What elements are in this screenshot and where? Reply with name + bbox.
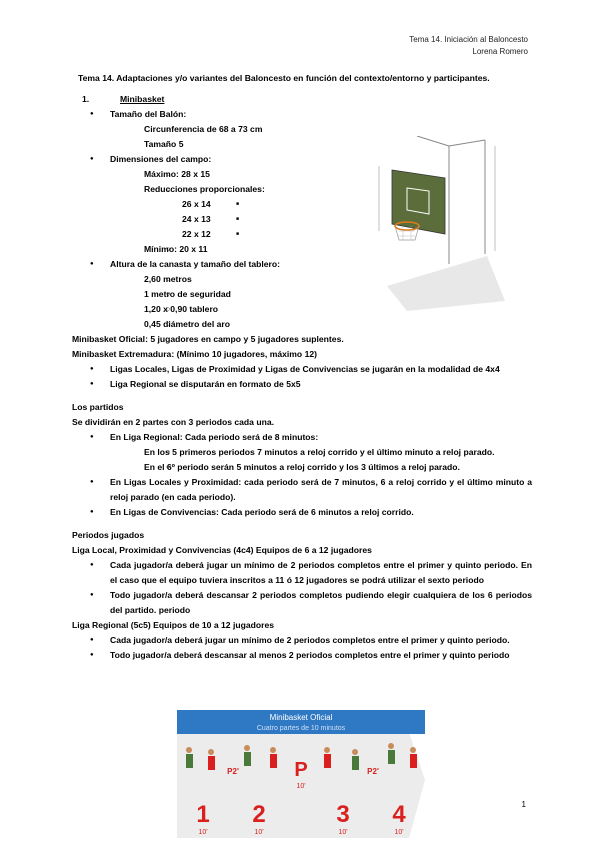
item-text: Máximo: 28 x 15: [144, 169, 210, 179]
item-text: 26 x 14: [182, 199, 211, 209]
player-body: [244, 752, 251, 766]
item-text: En el 6º periodo serán 5 minutos a reloj corrido y los 3 últimos a reloj parado.: [144, 462, 460, 472]
page-number: 1: [521, 800, 526, 809]
period-minutes-4: 10': [394, 829, 404, 836]
periodos-heading: Periodos jugados: [72, 530, 145, 540]
player-head: [186, 747, 192, 753]
list-item: [72, 475, 532, 505]
player-body: [410, 754, 417, 768]
break-label-half: P: [294, 759, 308, 781]
item-text: 0,45 diámetro del aro: [144, 319, 230, 329]
header-course: Tema 14. Iniciación al Baloncesto: [409, 35, 528, 44]
figure-title: Minibasket Oficial: [269, 713, 333, 722]
minibasket-extremadura: Minibasket Extremadura: (Mínimo 10 jugadores, máximo 12): [72, 349, 317, 359]
liga-local-list: [72, 558, 532, 618]
period-minutes-2: 10': [254, 829, 264, 836]
figure-subtitle: Cuatro partes de 10 minutos: [256, 725, 346, 732]
section-heading-minibasket: [82, 92, 532, 107]
item-text: 1 metro de seguridad: [144, 289, 231, 299]
item-text: Tamaño 5: [144, 139, 184, 149]
item-text: En Ligas Locales y Proximidad: cada periodo será de 7 minutos, 6 a reloj corrido y el último minuto a reloj parado (en cada periodo).: [110, 477, 532, 502]
list-item: [72, 558, 532, 588]
list-item: [110, 122, 532, 137]
item-text: Todo jugador/a deberá descansar 2 periodos completos pudiendo elegir cualquiera de los 6 periodos del partido. periodo: [110, 590, 532, 615]
court-floor: [387, 256, 505, 311]
list-item: [110, 445, 532, 460]
player-head: [410, 747, 416, 753]
section-name: Minibasket: [120, 94, 165, 104]
item-text: Liga Regional se disputarán en formato de 5x5: [110, 379, 301, 389]
liga-regional-list: [72, 633, 532, 663]
list-item: [72, 588, 532, 618]
list-item: [72, 648, 532, 663]
document-title: Tema 14. Adaptaciones y/o variantes del Baloncesto en función del contexto/entorno y participantes.: [78, 73, 490, 83]
minibasket-oficial: Minibasket Oficial: 5 jugadores en campo y 5 jugadores suplentes.: [72, 334, 344, 344]
partidos-heading: Los partidos: [72, 402, 124, 412]
player-head: [352, 749, 358, 755]
item-text: 22 x 12: [182, 229, 211, 239]
list-item: [72, 430, 532, 475]
player-body: [208, 756, 215, 770]
period-number-4: 4: [392, 801, 406, 828]
frame-top-back: [449, 140, 485, 146]
list-item: [72, 505, 532, 520]
item-text: En Ligas de Convivencias: Cada periodo será de 6 minutos a reloj corrido.: [110, 507, 414, 517]
basket-hoop-illustration: [367, 136, 507, 311]
item-text: Cada jugador/a deberá jugar un mínimo de 2 periodos completos entre el primer y quinto periodo. En el caso que el equipo tuviera inscritos a 11 ó 12 jugadores se podrá utilizar el sexto periodo: [110, 560, 532, 585]
period-number-1: 1: [196, 801, 210, 828]
item-text: 24 x 13: [182, 214, 211, 224]
list-item: [110, 460, 532, 475]
break-label-1: P2': [227, 767, 239, 776]
item-text: Todo jugador/a deberá descansar al menos 2 periodos completos entre el primer y quinto periodo: [110, 650, 510, 660]
item-text: Circunferencia de 68 a 73 cm: [144, 124, 263, 134]
item-text: 2,60 metros: [144, 274, 192, 284]
player-body: [270, 754, 277, 768]
item-label: Altura de la canasta y tamaño del tablero:: [110, 259, 281, 269]
player-body: [186, 754, 193, 768]
list-item: [72, 633, 532, 648]
item-label: Dimensiones del campo:: [110, 154, 212, 164]
list-item: [72, 362, 532, 377]
item-text: Cada jugador/a deberá jugar un mínimo de 2 periodos completos entre el primer y quinto periodo.: [110, 635, 510, 645]
break-half-minutes: 10': [296, 783, 306, 790]
item-text: Mínimo: 20 x 11: [144, 244, 208, 254]
liga-regional-heading: Liga Regional (5c5) Equipos de 10 a 12 jugadores: [72, 620, 275, 630]
frame-top: [417, 136, 449, 146]
partidos-list: [72, 430, 532, 520]
list-item: [72, 377, 532, 392]
player-head: [324, 747, 330, 753]
period-minutes-1: 10': [198, 829, 208, 836]
break-label-2: P2': [367, 767, 379, 776]
page-header: [409, 34, 528, 58]
player-body: [388, 750, 395, 764]
player-head: [244, 745, 250, 751]
item-text: Ligas Locales, Ligas de Proximidad y Ligas de Convivencias se jugarán en la modalidad de 4x4: [110, 364, 500, 374]
item-text: Reducciones proporcionales:: [144, 184, 265, 194]
player-body: [324, 754, 331, 768]
item-label: Tamaño del Balón:: [110, 109, 187, 119]
player-head: [388, 743, 394, 749]
item-text: 1,20 x 0,90 tablero: [144, 304, 219, 314]
period-number-3: 3: [336, 801, 350, 828]
item-text: En los 5 primeros periodos 7 minutos a reloj corrido y el último minuto a reloj parado.: [144, 447, 495, 457]
header-author: Lorena Romero: [472, 47, 528, 56]
player-head: [208, 749, 214, 755]
section-number: 1.: [82, 94, 90, 104]
period-minutes-3: 10': [338, 829, 348, 836]
extremadura-list: [72, 362, 532, 392]
liga-local-heading: Liga Local, Proximidad y Convivencias (4c4) Equipos de 6 a 12 jugadores: [72, 545, 372, 555]
partidos-intro: Se dividirán en 2 partes con 3 periodos cada una.: [72, 417, 275, 427]
player-body: [352, 756, 359, 770]
player-head: [270, 747, 276, 753]
period-number-2: 2: [252, 801, 266, 828]
periods-figure: [177, 710, 425, 838]
list-item: [110, 317, 532, 332]
item-label: En Liga Regional: Cada periodo será de 8 minutos:: [110, 432, 319, 442]
